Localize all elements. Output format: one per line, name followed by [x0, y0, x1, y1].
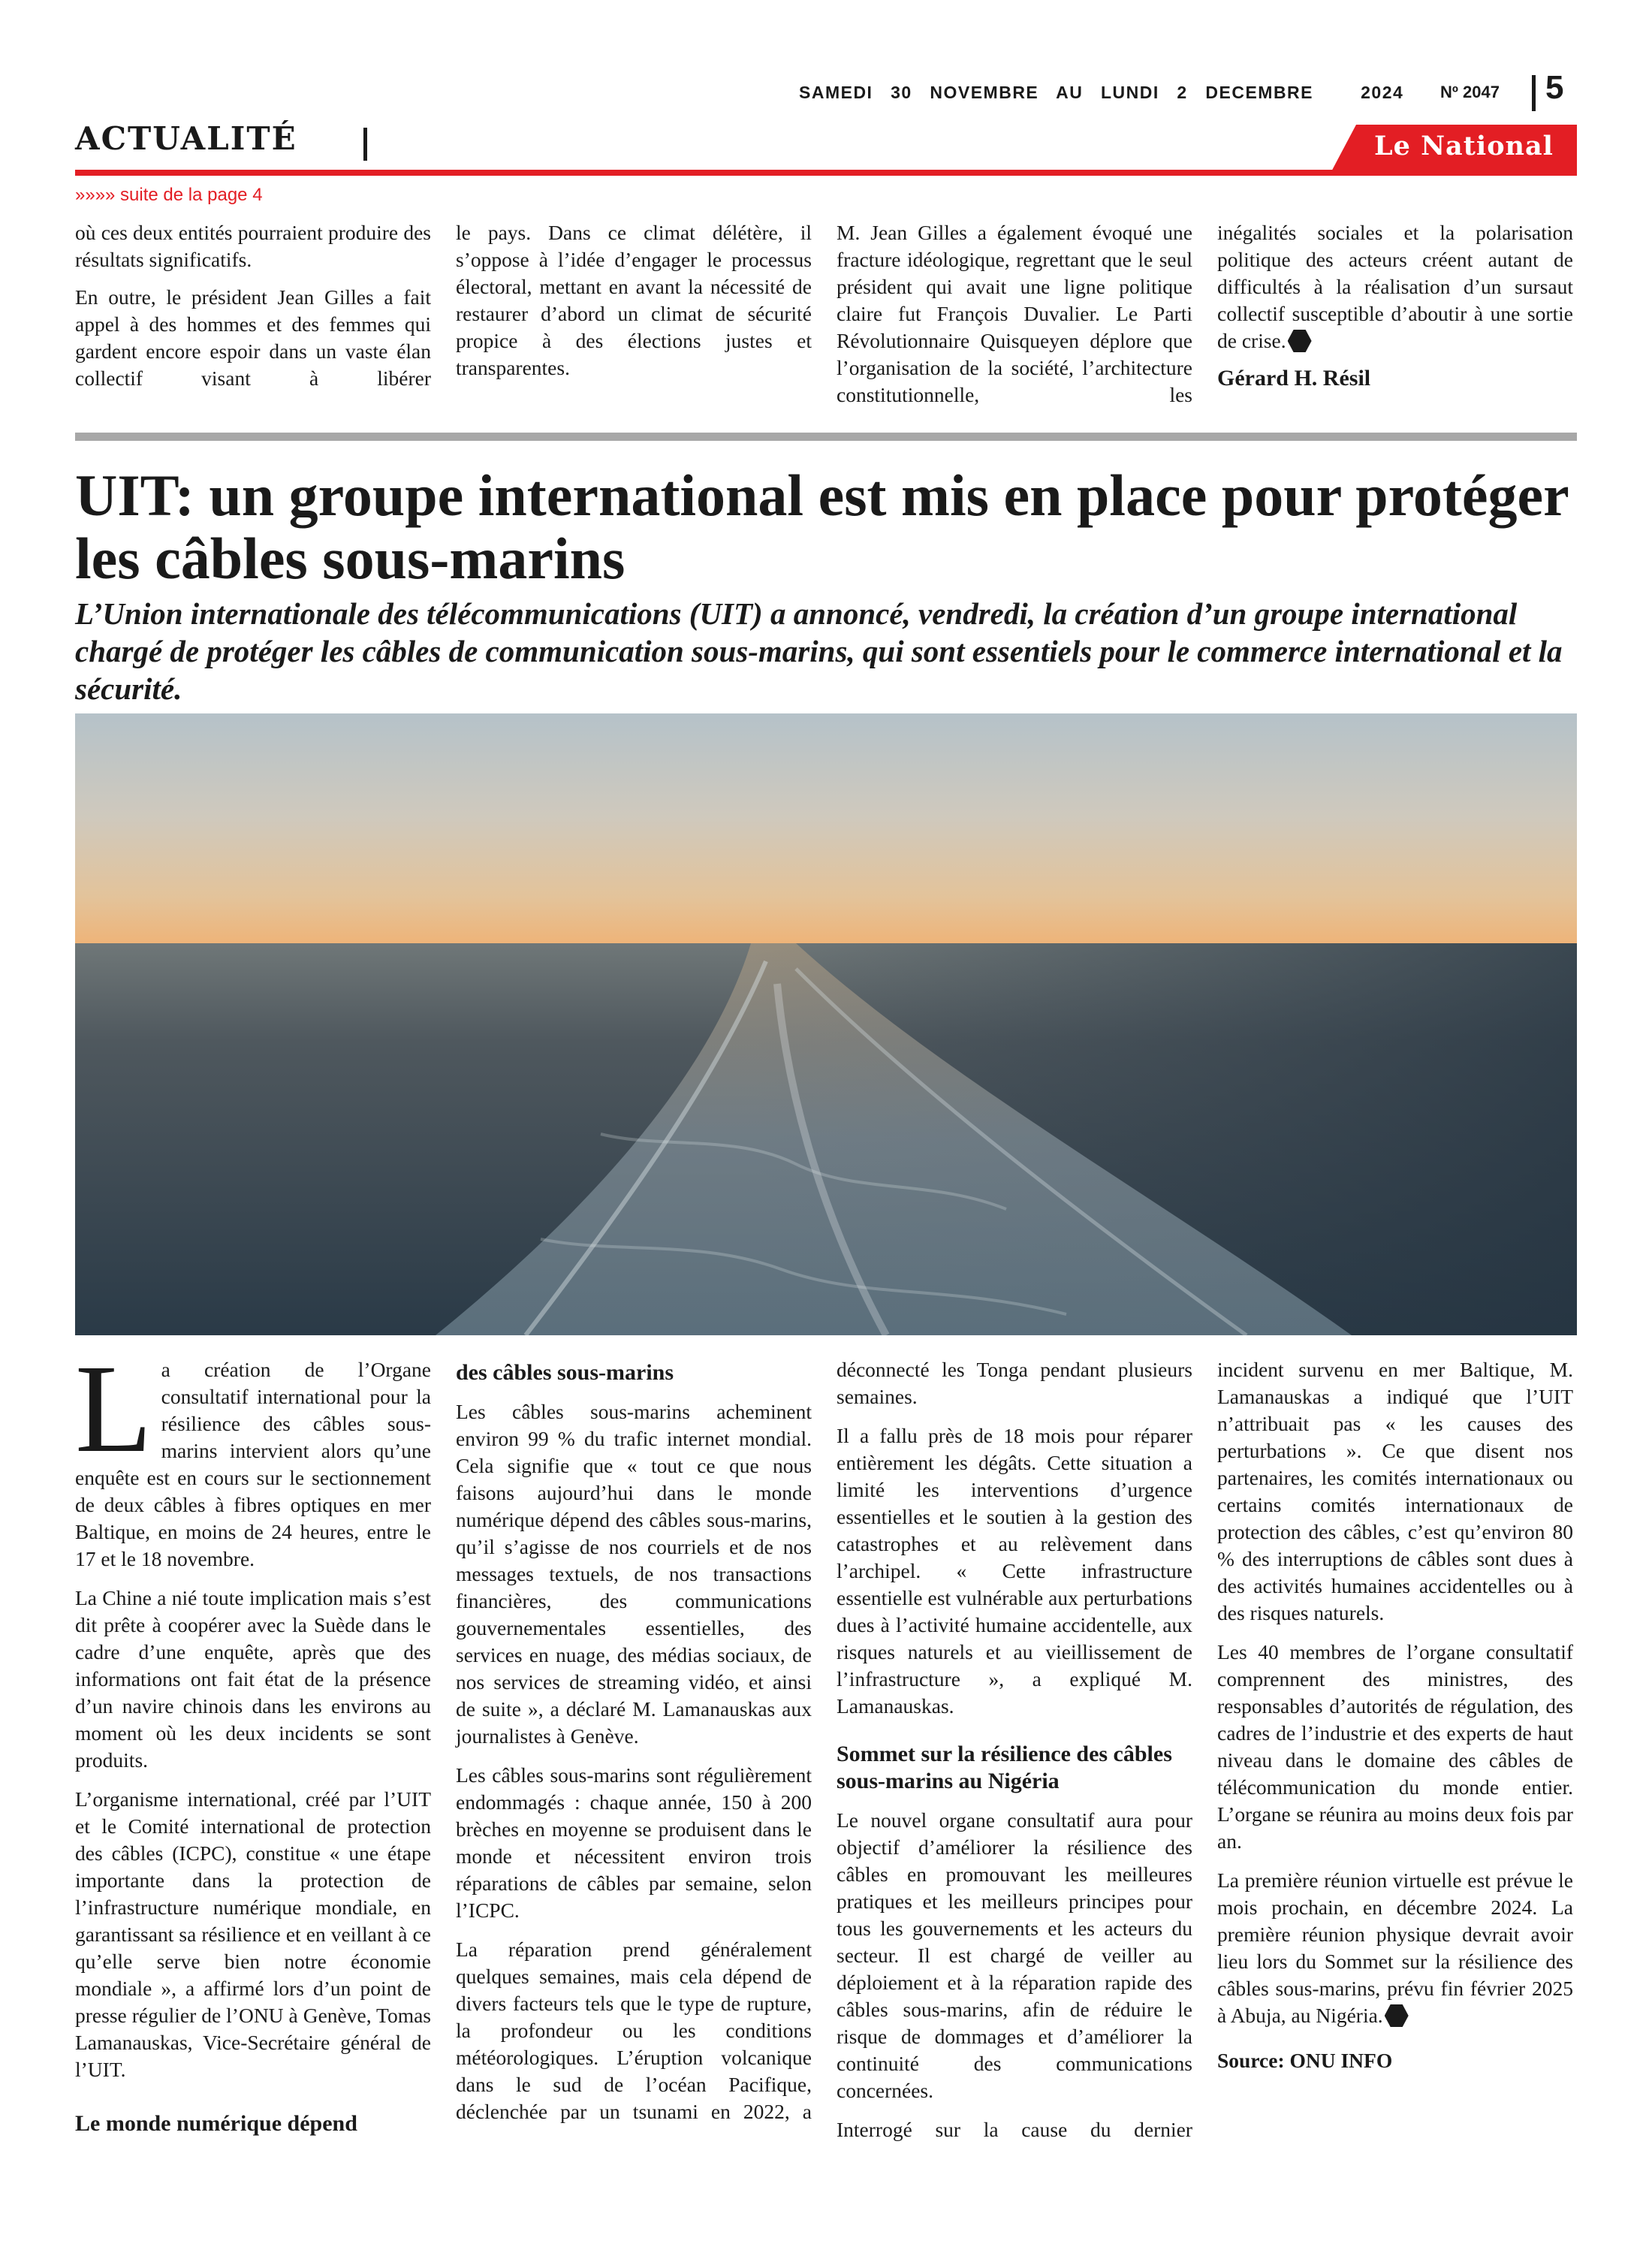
paragraph-text: inégalités sociales et la polarisation politique des acteurs créent autant de difficultés à la réalisation d’un sursaut collectif susceptible d’aboutir à une sortie de crise.: [1217, 221, 1573, 352]
lead-text: a création de l’Organe consultatif international pour la résilience des câbles sous-marins intervient alors qu’une enquête est en cours sur le sectionnement de deux câbles à fibres optiques en mer Baltique, en moins de 24 heures, entre le 17 et le 18 novembre.: [75, 1358, 431, 1570]
paragraph: En outre, le président Jean Gilles a fait appel à des hommes et des femmes qui gardent encore espoir dans un vaste élan collectif visant à libérer: [75, 285, 431, 390]
subheading-continued: des câbles sous-marins: [456, 1360, 674, 1385]
section-title: ACTUALITÉ: [75, 120, 297, 157]
paragraph: [1217, 1867, 1573, 2029]
paragraph: Les câbles sous-marins sont régulièrement endommagés : chaque année, 150 à 200 brèches en moyenne se produisent dans le monde et nécessitent environ trois réparations de câbles par semaine, selon l’ICPC.: [456, 1763, 812, 1922]
continued-from-link[interactable]: »»»» suite de la page 4: [75, 185, 263, 205]
article-col-3: [837, 1356, 1192, 2155]
paragraph: Il a fallu près de 18 mois pour réparer entièrement les dégâts. Cette situation a limité les interventions d’urgence essentielles et le soutien à la gestion des catastrophes et au relèvement dans l’archipel. « Cette infrastructure essentielle est vulnérable aux perturbations dues à l’activité humaine accidentelle, aux risques naturels et au vieillissement de l’infrastructure », a expliqué M. Lamanauskas.: [837, 1424, 1192, 1718]
paragraph: où ces deux entités pourraient produire des résultats significatifs.: [75, 221, 431, 271]
paragraph: déconnecté les Tonga pendant plusieurs semaines.: [837, 1358, 1192, 1408]
article-col-4: [1217, 1356, 1573, 2086]
end-of-article-icon: [1288, 330, 1312, 352]
paragraph: Interrogé sur la cause du dernier: [837, 2118, 1192, 2141]
lead-paragraph: [75, 1339, 431, 1573]
article-col-1: [75, 1339, 431, 2149]
paragraph: incident survenu en mer Baltique, M. Lamanauskas a indiqué que l’UIT n’attribuait pas « les causes des perturbations ». Ce que disent nos partenaires, les comités internationaux ou certains comités internationaux de protection des câbles, c’est qu’environ 80 % des interruptions de câbles sont dues à des activités humaines accidentelles ou à des risques naturels.: [1217, 1358, 1573, 1624]
paragraph: [1217, 219, 1573, 354]
page-number-divider: [1532, 75, 1536, 111]
author-byline: Gérard H. Résil: [1217, 366, 1371, 391]
prev-article-col-3: [837, 219, 1192, 419]
paragraph: Le nouvel organe consultatif aura pour objectif d’améliorer la résilience des câbles en promouvant les meilleures pratiques et les meilleurs principes pour tous les gouvernements et les acteurs du secteur. Il est chargé de veiller au déploiement et à la réparation rapide des câbles sous-marins, afin de réduire le risque de dommages et d’améliorer la continuité des communications concernées.: [837, 1808, 1192, 2102]
prev-article-col-4: [1217, 219, 1573, 403]
drop-cap: L: [75, 1339, 152, 1479]
issue-date: SAMEDI 30 NOVEMBRE AU LUNDI 2 DECEMBRE 2024: [799, 83, 1404, 102]
paragraph: La réparation prend généralement quelques semaines, mais cela dépend de divers facteurs tels que le type de rupture, la profondeur ou les conditions météorologiques. L’éruption volcanique dans le sud de l’océan Pacifique, déclenchée par un tsunami en 2022, a: [456, 1938, 812, 2123]
paragraph: Les câbles sous-marins acheminent environ 99 % du trafic internet mondial. Cela signifie que « tout ce que nous faisons aujourd’hui dans le monde numérique dépend des câbles sous-marins, qu’il s’agisse de nos courriels et de nos messages textuels, de nos transactions financières, des communications gouvernementales essentielles, des services en nuage, des médias sociaux, de nos services de streaming vidéo, et ainsi de suite », a déclaré M. Lamanauskas aux journalistes à Genève.: [456, 1400, 812, 1748]
paragraph: le pays. Dans ce climat délétère, il s’oppose à l’idée d’engager le processus électoral, mettant en avant la nécessité de restaurer d’abord un climat de sécurité propice à des élections justes et transparentes.: [456, 221, 812, 379]
subheading: Sommet sur la résilience des câbles sous-marins au Nigéria: [837, 1742, 1172, 1793]
paragraph: L’organisme international, créé par l’UIT et le Comité international de protection des câbles (ICPC), constitue « une étape importante dans la protection de l’infrastructure numérique mondiale, en garantissant sa résilience et en veillant à ce qu’elle serve bien notre économie mondiale », a affirmé lors d’un point de presse régulier de l’ONU à Genève, Tomas Lamanauskas, Vice-Secrétaire général de l’UIT.: [75, 1787, 431, 2081]
prev-article-col-2: [456, 219, 812, 392]
article-separator: [75, 433, 1577, 441]
page-number: 5: [1545, 69, 1564, 106]
paragraph: Les 40 membres de l’organe consultatif comprennent des ministres, des responsables d’autorités de régulation, des cadres de l’industrie et des experts de haut niveau dans le domaine des câbles de télécommunication du monde entier. L’organe se réunira au moins deux fois par an.: [1217, 1640, 1573, 1853]
issue-number: Nº 2047: [1440, 83, 1500, 101]
article-deck: L’Union internationale des télécommunications (UIT) a annoncé, vendredi, la création d’un groupe international chargé de protéger les câbles de communication sous-marins, qui sont essentiels pour le commerce international et la sécurité.: [75, 596, 1563, 706]
end-of-article-icon: [1385, 2004, 1409, 2027]
source-credit: Source: ONU INFO: [1217, 2049, 1393, 2072]
section-divider: [363, 128, 367, 161]
subheading: Le monde numérique dépend: [75, 2111, 357, 2136]
paragraph: La Chine a nié toute implication mais s’est dit prête à coopérer avec la Suède dans le cadre d’une enquête, après que des informations ont fait état de la présence d’un navire chinois dans les environs au moment où les deux incidents se sont produits.: [75, 1586, 431, 1772]
paragraph: M. Jean Gilles a également évoqué une fracture idéologique, regrettant que le seul président qui avait une ligne politique claire fut François Duvalier. Le Parti Révolutionnaire Quisqueyen déplore que l’organisation de la société, l’architecture constitutionnelle, les: [837, 221, 1192, 406]
newspaper-logo: Le National: [1374, 131, 1554, 161]
article-photo-sea-wake: [75, 713, 1577, 1335]
paragraph-text: La première réunion virtuelle est prévue le mois prochain, en décembre 2024. La première réunion physique devrait avoir lieu lors du Sommet sur la résilience des câbles sous-marins, prévu fin février 2025 à Abuja, au Nigéria.: [1217, 1868, 1573, 2027]
prev-article-col-1: [75, 219, 431, 403]
article-headline: UIT: un groupe international est mis en place pour protéger les câbles sous-marins: [75, 463, 1569, 591]
article-col-2: [456, 1356, 812, 2137]
